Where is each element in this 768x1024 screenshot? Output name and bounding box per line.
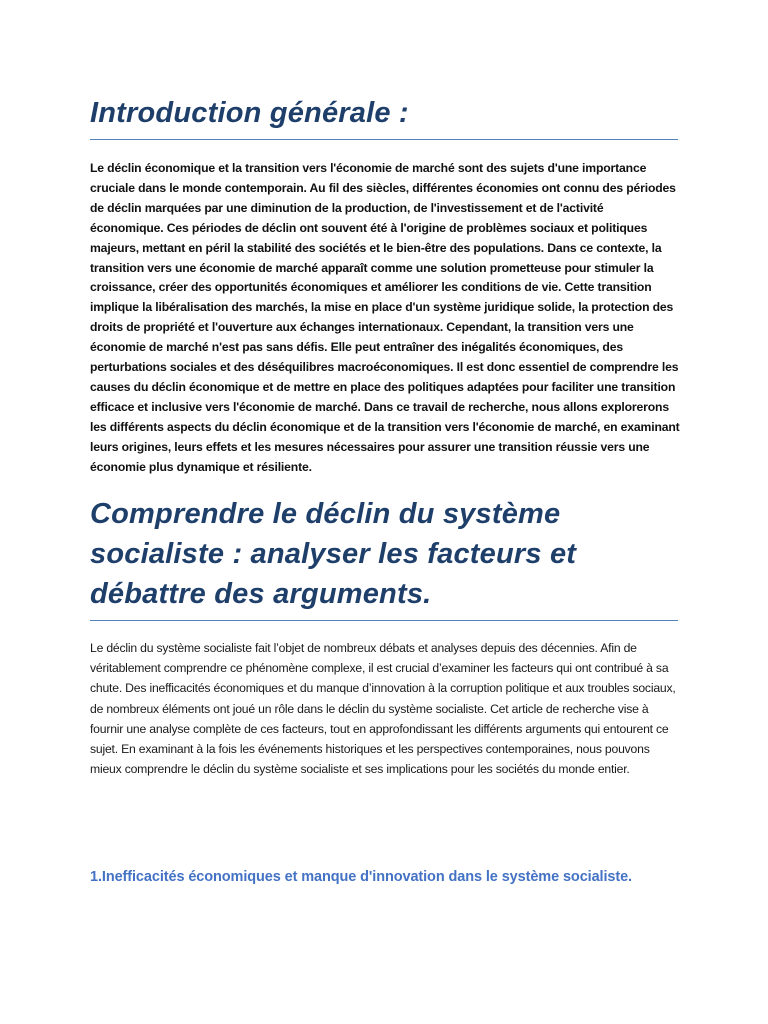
- heading-underline-rule: [90, 139, 678, 140]
- intro-paragraph: Le déclin économique et la transition vers l'économie de marché sont des sujets d'une importance cruciale dans le monde contemporain. Au fil des siècles, différentes économies ont connu des périodes de déclin marquées par une diminution de la production, de l'investissement et de l'activité économique. Ces périodes de déclin ont souvent été à l'origine de problèmes sociaux et politiques majeurs, mettant en péril la stabilité des sociétés et le bien-être des populations. Dans ce contexte, la transition vers une économie de marché apparaît comme une solution prometteuse pour stimuler la croissance, créer des opportunités économiques et améliorer les conditions de vie. Cette transition implique la libéralisation des marchés, la mise en place d'un système juridique solide, la protection des droits de propriété et l'ouverture aux échanges internationaux. Cependant, la transition vers une économie de marché n'est pas sans défis. Elle peut entraîner des inégalités économiques, des perturbations sociales et des déséquilibres macroéconomiques. Il est donc essentiel de comprendre les causes du déclin économique et de mettre en place des politiques adaptées pour faciliter une transition efficace et inclusive vers l'économie de marché. Dans ce travail de recherche, nous allons explorerons les différents aspects du déclin économique et de la transition vers l'économie de marché, en examinant leurs origines, leurs effets et les mesures nécessaires pour assurer une transition réussie vers une économie plus dynamique et résiliente.: [90, 161, 680, 474]
- subsection-heading: 1.Inefficacités économiques et manque d'innovation dans le système socialiste.: [90, 869, 632, 885]
- section-heading: Comprendre le déclin du système socialiste : analyser les facteurs et débattre des arguments.: [90, 498, 577, 610]
- intro-heading: Introduction générale :: [90, 97, 409, 129]
- section-paragraph: Le déclin du système socialiste fait l’objet de nombreux débats et analyses depuis des décennies. Afin de véritablement comprendre ce phénomène complexe, il est crucial d’examiner les facteurs qui ont contribué à sa chute. Des inefficacités économiques et du manque d’innovation à la corruption politique et aux troubles sociaux, de nombreux éléments ont joué un rôle dans le déclin du système socialiste. Cet article de recherche vise à fournir une analyse complète de ces facteurs, tout en approfondissant les différents arguments qui entourent ce sujet. En examinant à la fois les événements historiques et les perspectives contemporaines, nous pouvons mieux comprendre le déclin du système socialiste et ses implications pour les sociétés du monde entier.: [90, 641, 676, 777]
- section-heading-underline-rule: [90, 620, 678, 621]
